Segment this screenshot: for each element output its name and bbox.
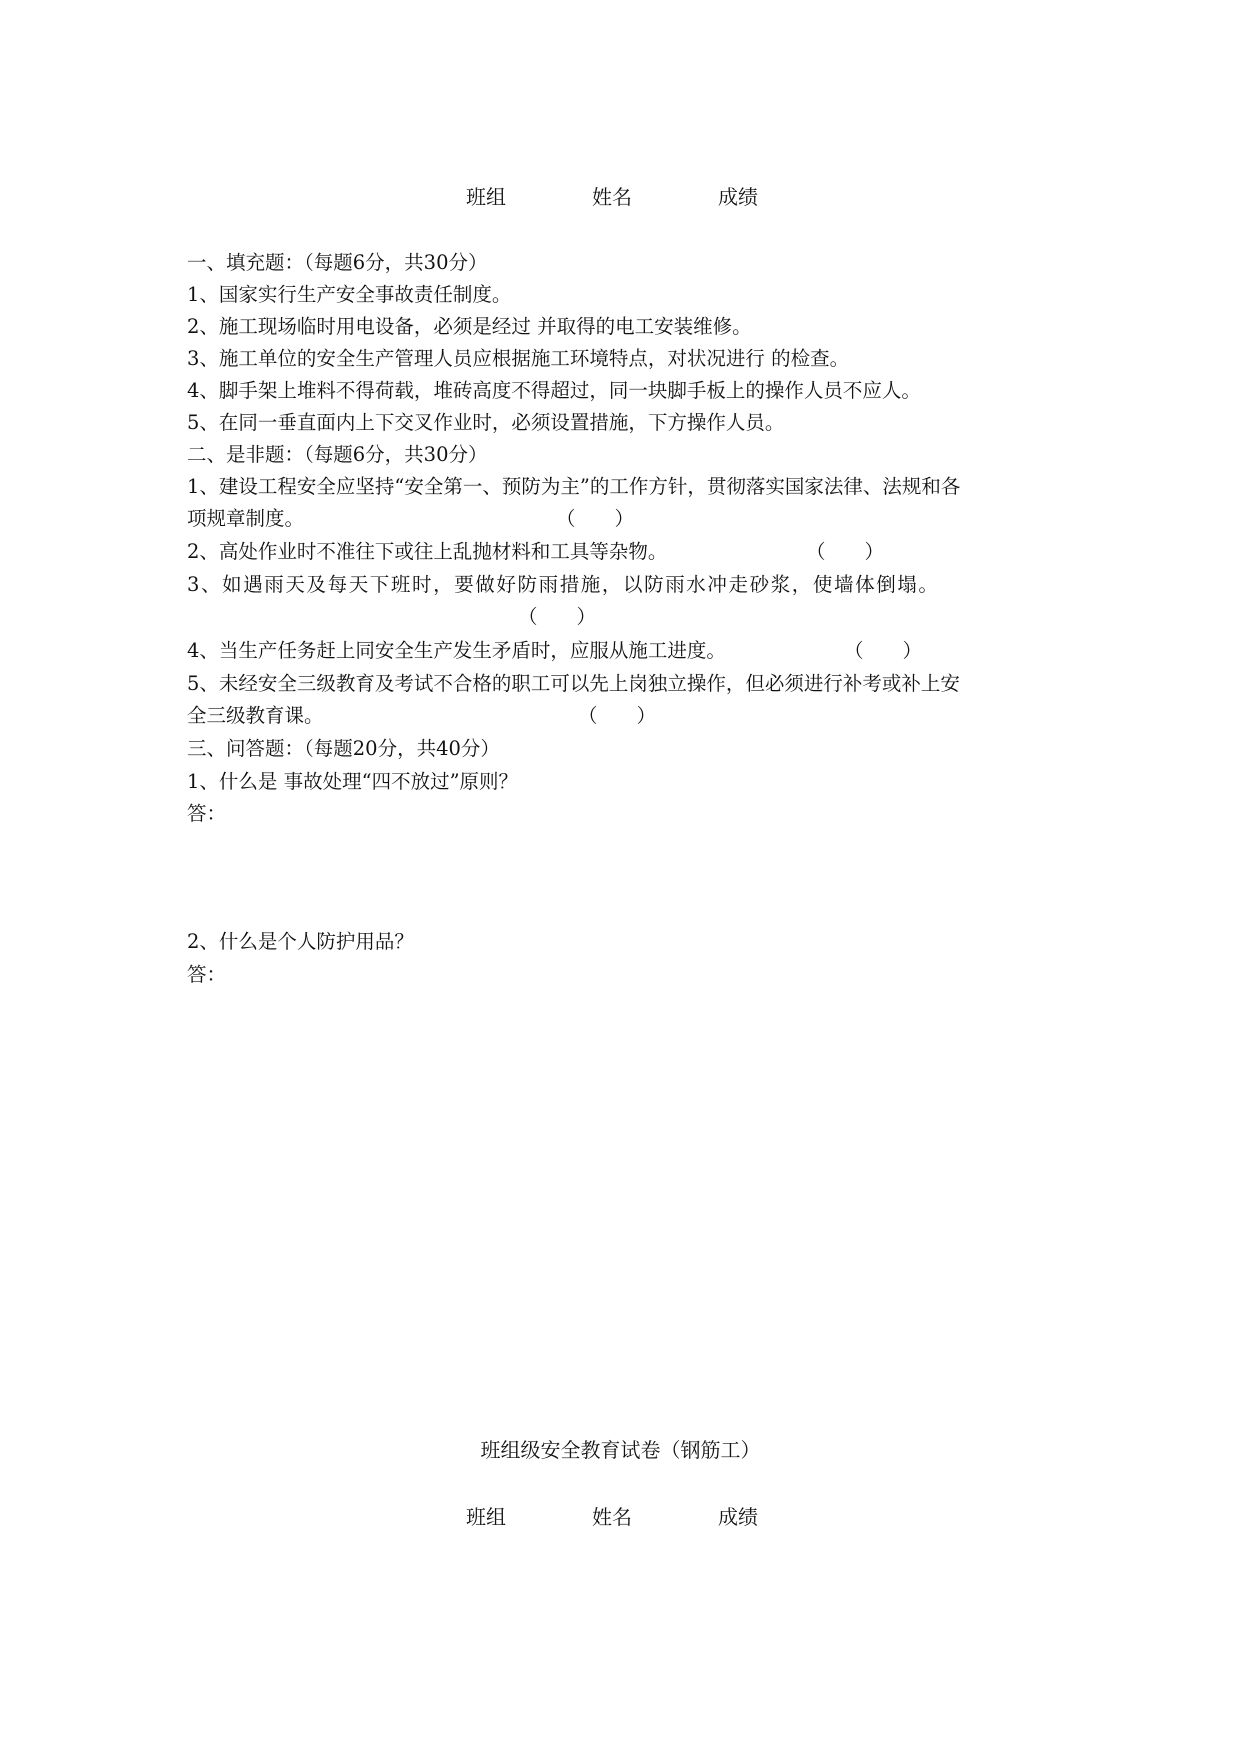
team-label: 班组 xyxy=(466,185,506,209)
section2-question-3: 3、如遇雨天及每天下班时，要做好防雨措施，以防雨水冲走砂浆，使墙体倒塌。 xyxy=(187,573,940,596)
section1-question-2: 2、施工现场临时用电设备，必须是经过 并取得的电工安装维修。 xyxy=(187,315,752,338)
answer-label-2: 答： xyxy=(187,963,227,986)
footer-header-fields xyxy=(0,1502,1241,1532)
footer-name-label: 姓名 xyxy=(592,1505,632,1529)
section1-question-1: 1、国家实行生产安全事故责任制度。 xyxy=(187,283,512,306)
section2-heading: 二、是非题：（每题6分，共30分） xyxy=(187,443,488,466)
section1-heading: 一、填充题：（每题6分，共30分） xyxy=(187,251,488,274)
section2-question-5-line1: 5、未经安全三级教育及考试不合格的职工可以先上岗独立操作，但必须进行补考或补上安 xyxy=(187,672,960,695)
section1-question-3: 3、施工单位的安全生产管理人员应根据施工环境特点，对状况进行 的检查。 xyxy=(187,347,850,370)
section1-question-4: 4、脚手架上堆料不得荷载，堆砖高度不得超过，同一块脚手板上的操作人员不应人。 xyxy=(187,379,921,402)
section3-question-1: 1、什么是 事故处理“四不放过”原则？ xyxy=(187,770,519,793)
answer-parentheses-5[interactable]: （ ） xyxy=(578,704,657,727)
answer-parentheses-4[interactable]: （ ） xyxy=(844,639,923,662)
answer-label-1: 答： xyxy=(187,802,227,825)
section2-question-4: 4、当生产任务赶上同安全生产发生矛盾时，应服从施工进度。 xyxy=(187,639,726,662)
section2-question-1-line2: 项规章制度。 xyxy=(187,507,305,530)
section2-question-2: 2、高处作业时不准往下或往上乱抛材料和工具等杂物。 xyxy=(187,540,668,563)
exam-title: 班组级安全教育试卷（钢筋工） xyxy=(480,1438,761,1462)
section3-heading: 三、问答题：（每题20分，共40分） xyxy=(187,737,500,760)
score-label: 成绩 xyxy=(718,185,758,209)
answer-parentheses-2[interactable]: （ ） xyxy=(806,540,885,563)
answer-parentheses-3[interactable]: （ ） xyxy=(518,605,597,628)
answer-parentheses-1[interactable]: （ ） xyxy=(556,507,635,530)
footer-team-label: 班组 xyxy=(466,1505,506,1529)
name-label: 姓名 xyxy=(592,185,632,209)
exam-header-fields xyxy=(0,182,1241,212)
footer-score-label: 成绩 xyxy=(718,1505,758,1529)
section1-question-5: 5、在同一垂直面内上下交叉作业时，必须设置措施，下方操作人员。 xyxy=(187,411,785,434)
section2-question-1-line1: 1、建设工程安全应坚持“安全第一、预防为主”的工作方针，贯彻落实国家法律、法规和各 xyxy=(187,475,961,498)
section3-question-2: 2、什么是个人防护用品？ xyxy=(187,930,414,953)
section2-question-5-line2: 全三级教育课。 xyxy=(187,704,324,727)
